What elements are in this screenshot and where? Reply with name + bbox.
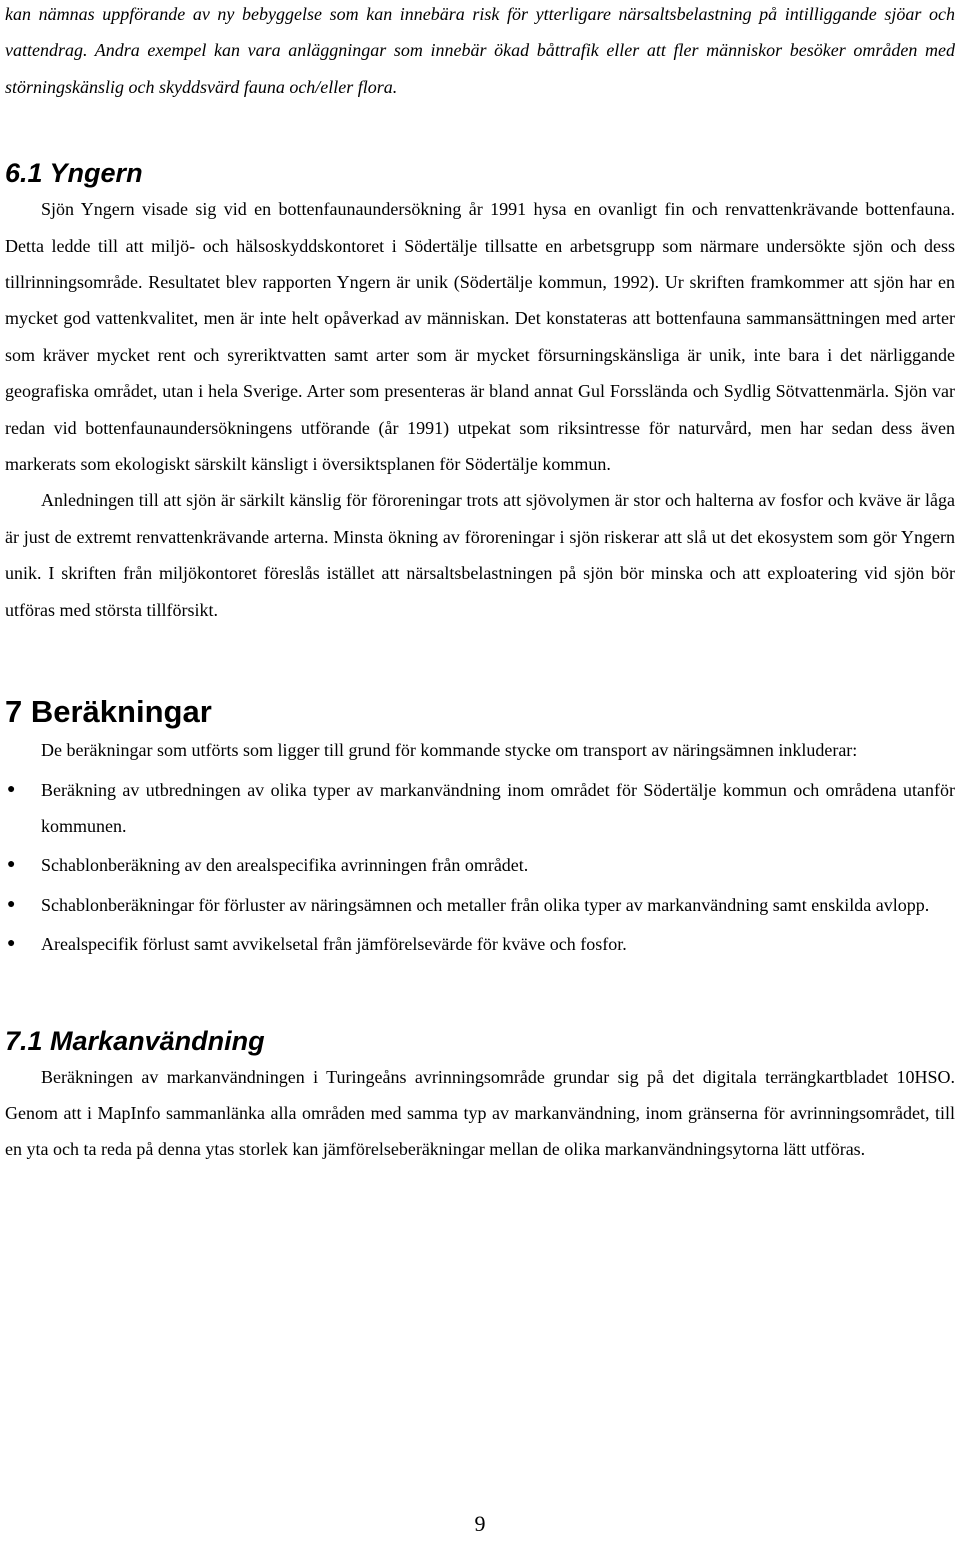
list-item-text: Schablonberäkningar för förluster av näringsämnen och metaller från olika typer av markanvändning samt enskilda avlopp. — [41, 894, 930, 915]
bullet-icon: ● — [7, 781, 16, 797]
bullet-icon: ● — [7, 896, 16, 912]
section-7 — [5, 692, 955, 962]
list-item-text: Arealspecifik förlust samt avvikelsetal från jämförelsevärde för kväve och fosfor. — [41, 934, 627, 955]
list-item-text: Schablonberäkning av den arealspecifika avrinningen från området. — [41, 855, 529, 876]
list-item — [5, 926, 955, 962]
intro-paragraph: kan nämnas uppförande av ny bebyggelse som kan innebära risk för ytterligare närsaltsbelastning på intilliggande sjöar och vattendrag. Andra exempel kan vara anläggningar som innebär ökad båttrafik eller att fler människor besöker områden med störningskänslig och skyddsvärd fauna och/eller flora. — [5, 4, 955, 97]
calculation-list — [5, 772, 955, 963]
list-item — [5, 887, 955, 923]
section-7-intro: De beräkningar som utförts som ligger till grund för kommande stycke om transport av näringsämnen inkluderar: — [41, 740, 858, 761]
section-heading-7-1: 7.1 Markanvändning — [5, 1025, 265, 1056]
bullet-icon: ● — [7, 936, 16, 952]
document-page — [5, 0, 955, 1168]
bullet-icon: ● — [7, 857, 16, 873]
section-6-1-paragraph-2: Anledningen till att sjön är särkilt känslig för föroreningar trots att sjövolymen är stor och halterna av fosfor och kväve är låga är just de extremt renvattenkrävande arterna. Minsta ökning av föroreningar i sjön riskerar att slå ut det ekosystem som gör Yngern unik. I skriften från miljökontoret föreslås istället att närsaltsbelastningen på sjön bör minska och att exploatering vid sjön bör utföras med största tillförsikt. — [5, 490, 955, 620]
section-6-1 — [5, 155, 955, 628]
list-item — [5, 772, 955, 845]
section-heading-7: 7 Beräkningar — [5, 694, 212, 730]
section-7-1 — [5, 1023, 955, 1168]
section-7-1-paragraph: Beräkningen av markanvändningen i Turingeåns avrinningsområde grundar sig på det digitala terrängkartbladet 10HSO. Genom att i MapInfo sammanlänka alla områden med samma typ av markanvändning, inom gränserna för avrinningsområdet, till en yta och ta reda på denna ytas storlek kan jämförelseberäkningar mellan de olika markanvändningsytorna lätt utföras. — [5, 1066, 955, 1160]
section-heading-6-1: 6.1 Yngern — [5, 158, 143, 189]
section-6-1-paragraph-1: Sjön Yngern visade sig vid en bottenfaunaundersökning år 1991 hysa en ovanligt fin och renvattenkrävande bottenfauna. Detta ledde till att miljö- och hälsoskyddskontoret i Södertälje tillsatte en arbetsgrupp som närmare undersökte sjön och dess tillrinningsområde. Resultatet blev rapporten Yngern är unik (Södertälje kommun, 1992). Ur skriften framkommer att sjön har en mycket god vattenkvalitet, men är inte helt opåverkad av människan. Det konstateras att bottenfauna sammansättningen med arter som kräver mycket rent och syreriktvatten samt arter som är mycket försurningskänsliga är unik, inte bara i det närliggande geografiska området, utan i hela Sverige. Arter som presenteras är bland annat Gul Forssländа och Sydlig Sötvattenmärla. Sjön var redan vid bottenfaunaundersökningens utförande (år 1991) utpekat som riksintresse för naturvård, men har sedan dess även markerats som ekologiskt särskilt känsligt i översiktsplanen för Södertälje kommun. — [5, 199, 955, 475]
page-number-text: 9 — [474, 1511, 486, 1536]
list-item-text: Beräkning av utbredningen av olika typer av markanvändning inom området för Södertälje kommun och områdena utanför kommunen. — [41, 779, 955, 836]
list-item — [5, 847, 955, 883]
page-number — [0, 1511, 960, 1547]
